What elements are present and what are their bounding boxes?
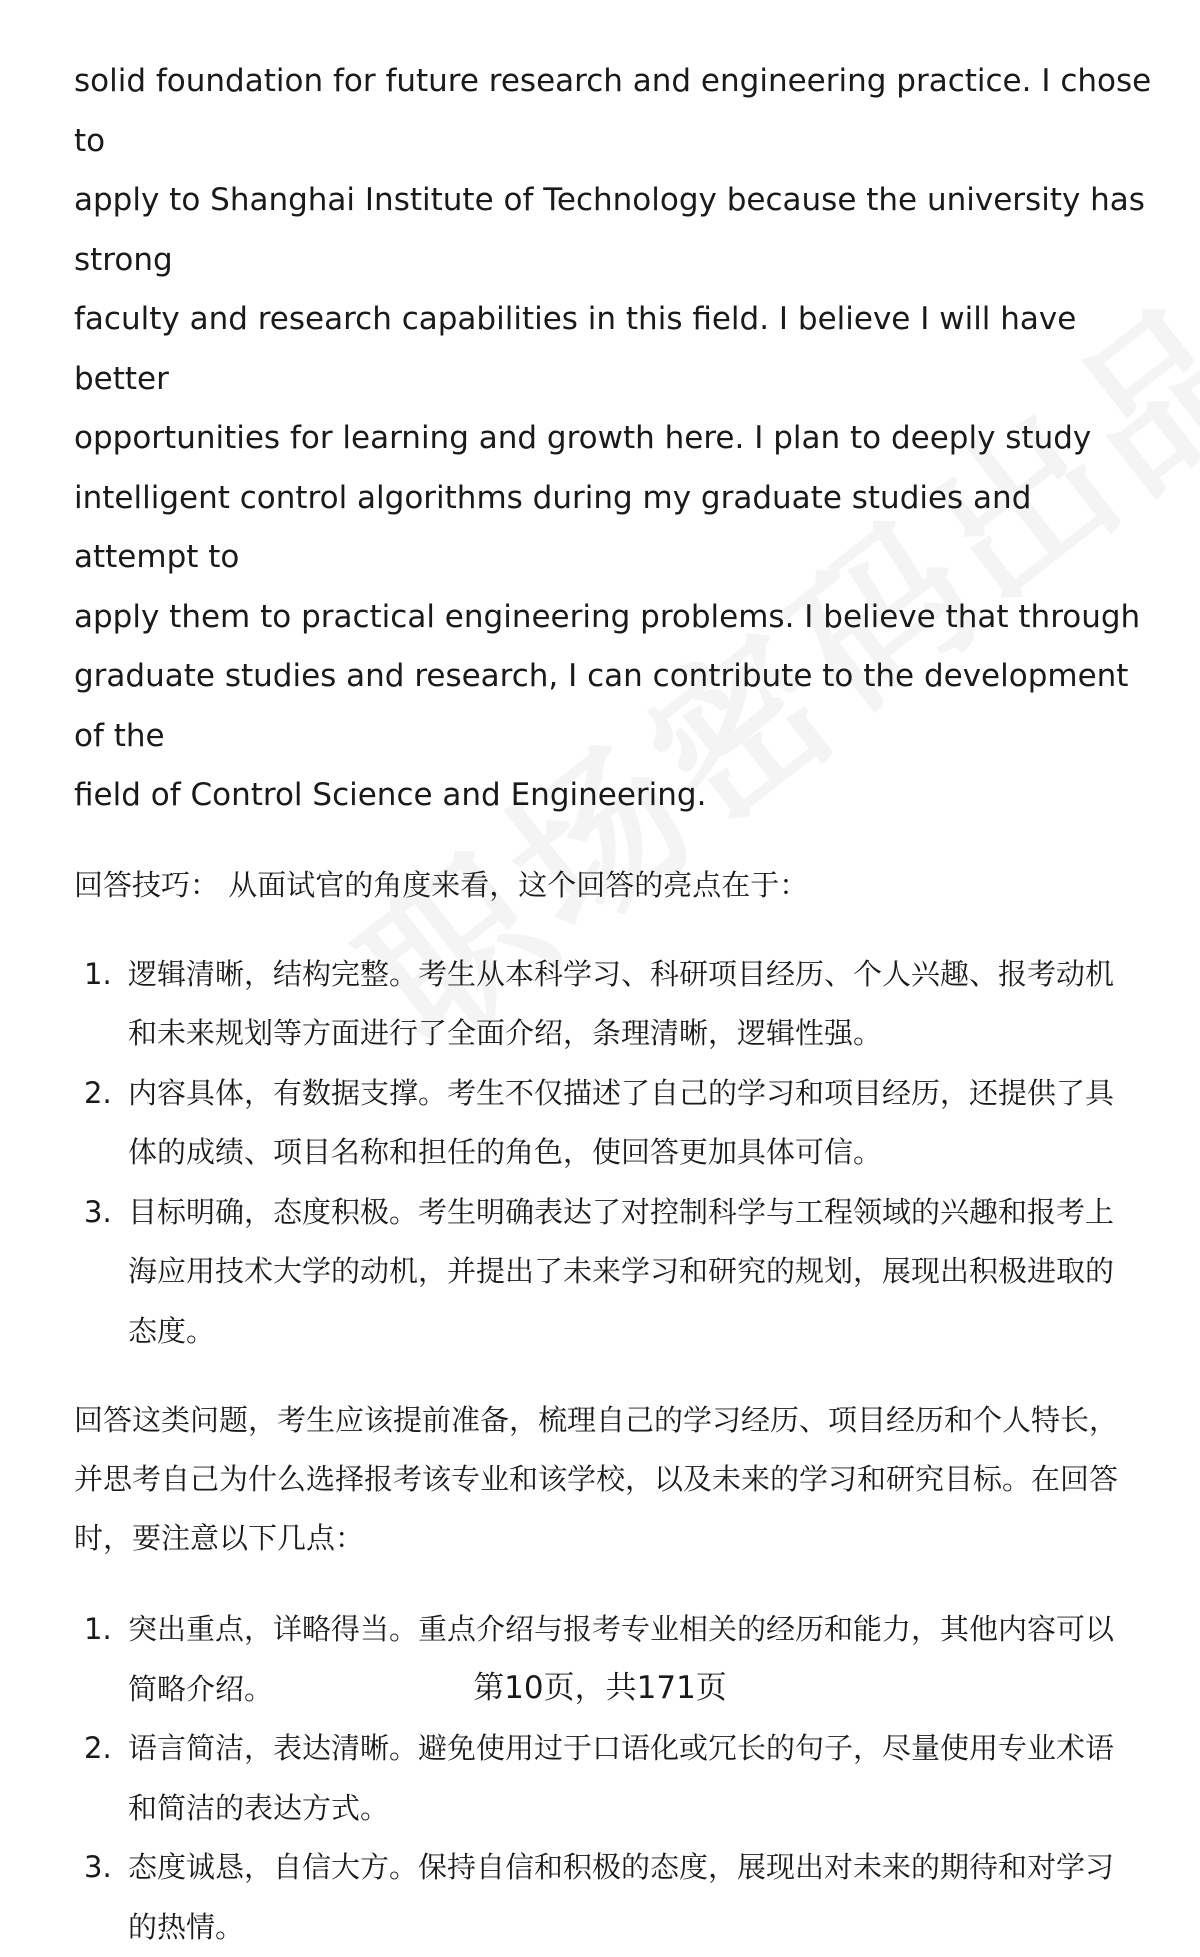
list-line: 简略介绍。 — [128, 1660, 1154, 1720]
paragraph-line: opportunities for learning and growth here. I plan to deeply study — [74, 409, 1154, 469]
list-number: 2. — [84, 1064, 112, 1124]
points-list — [74, 1600, 1154, 1957]
paragraph-line: solid foundation for future research and engineering practice. I chose to — [74, 52, 1154, 171]
list-item — [74, 945, 1154, 1064]
list-number: 3. — [84, 1183, 112, 1243]
paragraph-line: intelligent control algorithms during my graduate studies and attempt to — [74, 469, 1154, 588]
paragraph-line: faculty and research capabilities in this field. I believe I will have better — [74, 290, 1154, 409]
list-line: 语言简洁，表达清晰。避免使用过于口语化或冗长的句子，尽量使用专业术语 — [128, 1719, 1154, 1779]
list-line: 突出重点，详略得当。重点介绍与报考专业相关的经历和能力，其他内容可以 — [128, 1600, 1154, 1660]
paragraph-line: graduate studies and research, I can contribute to the development of the — [74, 647, 1154, 766]
list-item — [74, 1064, 1154, 1183]
list-line: 内容具体，有数据支撑。考生不仅描述了自己的学习和项目经历，还提供了具 — [128, 1064, 1154, 1124]
list-item — [74, 1838, 1154, 1957]
list-line: 海应用技术大学的动机，并提出了未来学习和研究的规划，展现出积极进取的 — [128, 1242, 1154, 1302]
tips-heading: 回答技巧： 从面试官的角度来看，这个回答的亮点在于： — [74, 856, 1154, 915]
list-line: 体的成绩、项目名称和担任的角色，使回答更加具体可信。 — [128, 1123, 1154, 1183]
list-line: 态度诚恳，自信大方。保持自信和积极的态度，展现出对未来的期待和对学习 — [128, 1838, 1154, 1898]
summary-paragraph — [74, 1391, 1154, 1568]
paragraph-line: field of Control Science and Engineering. — [74, 766, 1154, 826]
list-line: 的热情。 — [128, 1898, 1154, 1957]
list-line: 态度。 — [128, 1302, 1154, 1362]
list-number: 1. — [84, 1600, 112, 1660]
list-number: 1. — [84, 945, 112, 1005]
paragraph-line: 时，要注意以下几点： — [74, 1509, 1154, 1568]
highlights-list — [74, 945, 1154, 1362]
paragraph-line: 回答这类问题，考生应该提前准备，梳理自己的学习经历、项目经历和个人特长， — [74, 1391, 1154, 1450]
page-footer: 第10页，共171页 — [0, 1668, 1200, 1708]
list-line: 逻辑清晰，结构完整。考生从本科学习、科研项目经历、个人兴趣、报考动机 — [128, 945, 1154, 1005]
list-line: 和未来规划等方面进行了全面介绍，条理清晰，逻辑性强。 — [128, 1004, 1154, 1064]
list-number: 2. — [84, 1719, 112, 1779]
list-line: 目标明确，态度积极。考生明确表达了对控制科学与工程领域的兴趣和报考上 — [128, 1183, 1154, 1243]
english-paragraph — [74, 52, 1154, 826]
list-number: 3. — [84, 1838, 112, 1898]
paragraph-line: apply to Shanghai Institute of Technology because the university has strong — [74, 171, 1154, 290]
list-line: 和简洁的表达方式。 — [128, 1779, 1154, 1839]
list-item — [74, 1183, 1154, 1362]
paragraph-line: 并思考自己为什么选择报考该专业和该学校，以及未来的学习和研究目标。在回答 — [74, 1450, 1154, 1509]
paragraph-line: apply them to practical engineering problems. I believe that through — [74, 588, 1154, 648]
list-item — [74, 1719, 1154, 1838]
